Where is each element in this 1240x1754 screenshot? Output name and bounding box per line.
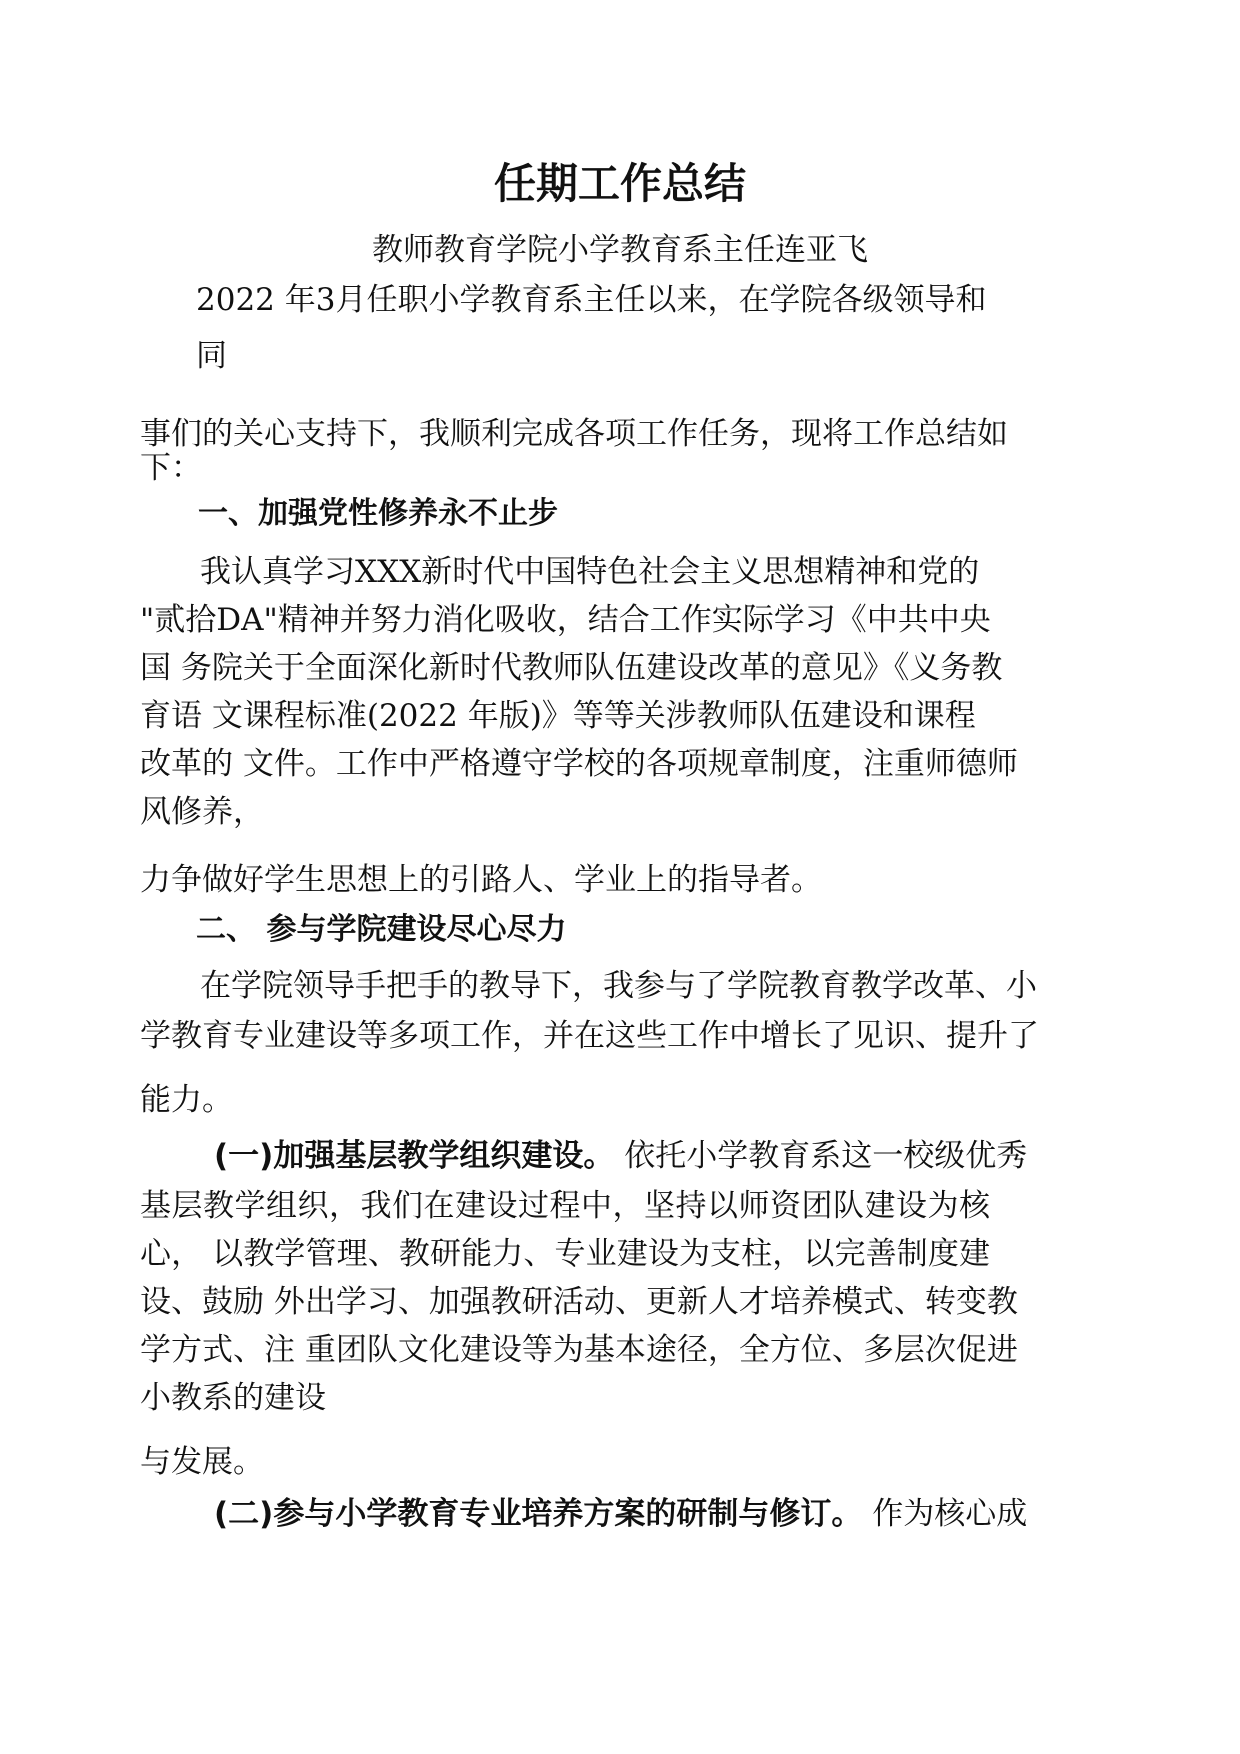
section-1-line: "贰拾DA"精神并努力消化吸收，结合工作实际学习《中共中央: [140, 602, 991, 638]
section-2-line: 学教育专业建设等多项工作，并在这些工作中增长了见识、提升了: [140, 1018, 1039, 1054]
subsection-1-line: 基层教学组织，我们在建设过程中，坚持以师资团队建设为核: [140, 1188, 990, 1224]
subsection-1-line: 小教系的建设: [140, 1380, 326, 1416]
section-1-line: 改革的 文件。工作中严格遵守学校的各项规章制度，注重师德师: [140, 746, 1018, 782]
intro-line-4: 下：: [140, 450, 202, 486]
section-1-line: 育语 文课程标准(2022 年版)》等等关涉教师队伍建设和课程: [140, 698, 976, 734]
subsection-1-line: 心， 以教学管理、教研能力、专业建设为支柱，以完善制度建: [140, 1236, 990, 1272]
intro-line-2: 同: [196, 338, 227, 374]
section-2-heading: 二、 参与学院建设尽心尽力: [196, 912, 567, 947]
subsection-2-text: 作为核心成: [862, 1496, 1028, 1532]
section-2-line: 能力。: [140, 1082, 233, 1118]
section-1-line: 力争做好学生思想上的引路人、学业上的指导者。: [140, 862, 822, 898]
document-subtitle: 教师教育学院小学教育系主任连亚飞: [372, 232, 868, 268]
section-1-line: 我认真学习XXX新时代中国特色社会主义思想精神和党的: [200, 554, 980, 590]
subsection-2-first-line: [214, 1494, 1027, 1534]
section-1-line: 国 务院关于全面深化新时代教师队伍建设改革的意见》《义务教: [140, 650, 1003, 686]
section-1-line: 风修养，: [140, 794, 264, 830]
subsection-1-heading: (一)加强基层教学组织建设。: [214, 1138, 615, 1174]
intro-line-1: 2022 年3月任职小学教育系主任以来，在学院各级领导和: [196, 282, 987, 318]
subsection-1-line: 设、鼓励 外出学习、加强教研活动、更新人才培养模式、转变教: [140, 1284, 1018, 1320]
subsection-1-text: 依托小学教育系这一校级优秀: [614, 1138, 1028, 1174]
subsection-1-first-line: [214, 1136, 1027, 1176]
subsection-2-heading: (二)参与小学教育专业培养方案的研制与修订。: [214, 1496, 863, 1532]
subsection-1-line: 与发展。: [140, 1444, 264, 1480]
subsection-1-line: 学方式、注 重团队文化建设等为基本途径，全方位、多层次促进: [140, 1332, 1018, 1368]
intro-line-3: 事们的关心支持下，我顺利完成各项工作任务，现将工作总结如: [140, 416, 1008, 452]
section-2-line: 在学院领导手把手的教导下，我参与了学院教育教学改革、小: [200, 968, 1037, 1004]
document-title: 任期工作总结: [493, 159, 746, 208]
section-1-heading: 一、加强党性修养永不止步: [198, 496, 558, 531]
